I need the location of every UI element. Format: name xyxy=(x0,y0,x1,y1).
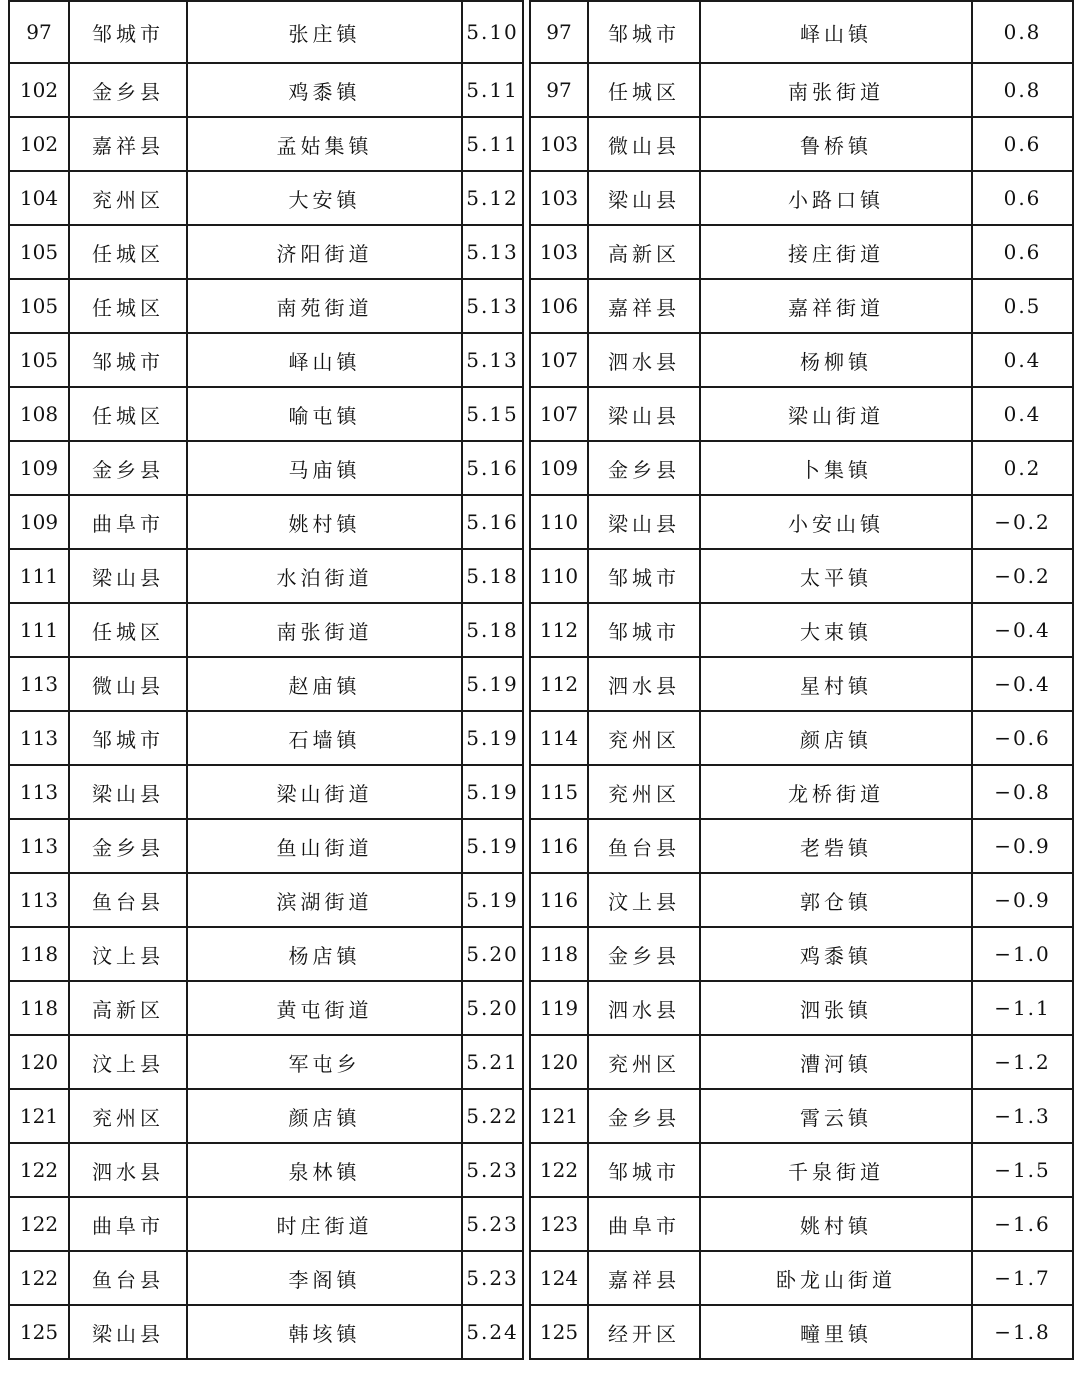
county-cell: 任城区 xyxy=(69,603,187,657)
value-cell: 5.13 xyxy=(462,333,523,387)
rank-cell: 120 xyxy=(9,1035,69,1089)
value-cell: −1.5 xyxy=(972,1143,1073,1197)
table-row xyxy=(530,1197,1073,1251)
value-cell: 5.15 xyxy=(462,387,523,441)
table-row xyxy=(9,279,523,333)
value-cell: 5.20 xyxy=(462,981,523,1035)
rank-cell: 125 xyxy=(9,1305,69,1359)
table-row xyxy=(530,603,1073,657)
town-cell: 鲁桥镇 xyxy=(700,117,972,171)
rank-cell: 119 xyxy=(530,981,588,1035)
value-cell: 5.23 xyxy=(462,1143,523,1197)
county-cell: 梁山县 xyxy=(69,1305,187,1359)
rank-cell: 102 xyxy=(9,117,69,171)
town-cell: 南苑街道 xyxy=(187,279,462,333)
rank-cell: 121 xyxy=(9,1089,69,1143)
table-row xyxy=(9,549,523,603)
county-cell: 汶上县 xyxy=(69,1035,187,1089)
town-cell: 滨湖街道 xyxy=(187,873,462,927)
town-cell: 鱼山街道 xyxy=(187,819,462,873)
value-cell: 5.12 xyxy=(462,171,523,225)
town-cell: 马庙镇 xyxy=(187,441,462,495)
town-cell: 梁山街道 xyxy=(187,765,462,819)
value-cell: −0.9 xyxy=(972,819,1073,873)
town-cell: 接庄街道 xyxy=(700,225,972,279)
county-cell: 金乡县 xyxy=(588,927,700,981)
table-row xyxy=(530,1251,1073,1305)
rank-cell: 118 xyxy=(9,927,69,981)
value-cell: 5.19 xyxy=(462,765,523,819)
value-cell: 5.19 xyxy=(462,873,523,927)
county-cell: 嘉祥县 xyxy=(588,279,700,333)
county-cell: 经开区 xyxy=(588,1305,700,1359)
town-cell: 军屯乡 xyxy=(187,1035,462,1089)
rank-cell: 114 xyxy=(530,711,588,765)
right-ranking-table xyxy=(529,0,1074,1360)
value-cell: 5.22 xyxy=(462,1089,523,1143)
town-cell: 小安山镇 xyxy=(700,495,972,549)
rank-cell: 104 xyxy=(9,171,69,225)
town-cell: 喻屯镇 xyxy=(187,387,462,441)
rank-cell: 122 xyxy=(9,1197,69,1251)
rank-cell: 115 xyxy=(530,765,588,819)
town-cell: 泉林镇 xyxy=(187,1143,462,1197)
table-row xyxy=(9,225,523,279)
table-row xyxy=(9,387,523,441)
county-cell: 邹城市 xyxy=(69,711,187,765)
county-cell: 鱼台县 xyxy=(69,1251,187,1305)
rank-cell: 113 xyxy=(9,765,69,819)
rank-cell: 97 xyxy=(9,1,69,63)
county-cell: 兖州区 xyxy=(588,1035,700,1089)
rank-cell: 106 xyxy=(530,279,588,333)
value-cell: 0.5 xyxy=(972,279,1073,333)
town-cell: 济阳街道 xyxy=(187,225,462,279)
table-row xyxy=(530,1305,1073,1359)
table-row xyxy=(9,981,523,1035)
county-cell: 邹城市 xyxy=(588,1,700,63)
table-row xyxy=(9,1305,523,1359)
value-cell: 5.16 xyxy=(462,441,523,495)
rank-cell: 118 xyxy=(530,927,588,981)
value-cell: 5.16 xyxy=(462,495,523,549)
table-row xyxy=(9,819,523,873)
rank-cell: 112 xyxy=(530,603,588,657)
rank-cell: 118 xyxy=(9,981,69,1035)
town-cell: 水泊街道 xyxy=(187,549,462,603)
county-cell: 任城区 xyxy=(69,225,187,279)
town-cell: 小路口镇 xyxy=(700,171,972,225)
value-cell: −1.8 xyxy=(972,1305,1073,1359)
value-cell: −0.2 xyxy=(972,495,1073,549)
value-cell: 5.24 xyxy=(462,1305,523,1359)
left-ranking-table xyxy=(8,0,524,1360)
value-cell: −1.6 xyxy=(972,1197,1073,1251)
town-cell: 石墙镇 xyxy=(187,711,462,765)
town-cell: 黄屯街道 xyxy=(187,981,462,1035)
town-cell: 老砦镇 xyxy=(700,819,972,873)
town-cell: 疃里镇 xyxy=(700,1305,972,1359)
town-cell: 颜店镇 xyxy=(700,711,972,765)
rank-cell: 116 xyxy=(530,819,588,873)
county-cell: 曲阜市 xyxy=(69,495,187,549)
town-cell: 颜店镇 xyxy=(187,1089,462,1143)
value-cell: −1.0 xyxy=(972,927,1073,981)
table-row xyxy=(9,657,523,711)
county-cell: 任城区 xyxy=(69,387,187,441)
value-cell: −0.2 xyxy=(972,549,1073,603)
county-cell: 鱼台县 xyxy=(69,873,187,927)
town-cell: 郭仓镇 xyxy=(700,873,972,927)
rank-cell: 107 xyxy=(530,387,588,441)
rank-cell: 122 xyxy=(530,1143,588,1197)
town-cell: 鸡黍镇 xyxy=(700,927,972,981)
town-cell: 时庄街道 xyxy=(187,1197,462,1251)
rank-cell: 122 xyxy=(9,1143,69,1197)
town-cell: 漕河镇 xyxy=(700,1035,972,1089)
town-cell: 卜集镇 xyxy=(700,441,972,495)
county-cell: 曲阜市 xyxy=(69,1197,187,1251)
table-row xyxy=(530,333,1073,387)
county-cell: 兖州区 xyxy=(69,171,187,225)
town-cell: 张庄镇 xyxy=(187,1,462,63)
county-cell: 邹城市 xyxy=(588,603,700,657)
county-cell: 梁山县 xyxy=(588,387,700,441)
table-row xyxy=(530,171,1073,225)
town-cell: 星村镇 xyxy=(700,657,972,711)
table-row xyxy=(9,603,523,657)
table-row xyxy=(530,657,1073,711)
value-cell: 5.23 xyxy=(462,1251,523,1305)
value-cell: 5.23 xyxy=(462,1197,523,1251)
town-cell: 南张街道 xyxy=(700,63,972,117)
rank-cell: 121 xyxy=(530,1089,588,1143)
town-cell: 赵庙镇 xyxy=(187,657,462,711)
rank-cell: 111 xyxy=(9,603,69,657)
table-row xyxy=(530,387,1073,441)
rank-cell: 109 xyxy=(530,441,588,495)
value-cell: 5.13 xyxy=(462,225,523,279)
value-cell: 5.11 xyxy=(462,63,523,117)
town-cell: 孟姑集镇 xyxy=(187,117,462,171)
rank-cell: 122 xyxy=(9,1251,69,1305)
county-cell: 梁山县 xyxy=(69,765,187,819)
rank-cell: 116 xyxy=(530,873,588,927)
table-row xyxy=(9,333,523,387)
rank-cell: 105 xyxy=(9,279,69,333)
rank-cell: 102 xyxy=(9,63,69,117)
table-row xyxy=(530,441,1073,495)
county-cell: 兖州区 xyxy=(69,1089,187,1143)
town-cell: 杨柳镇 xyxy=(700,333,972,387)
county-cell: 嘉祥县 xyxy=(69,117,187,171)
rank-cell: 125 xyxy=(530,1305,588,1359)
table-row xyxy=(9,1197,523,1251)
table-row xyxy=(9,441,523,495)
rank-cell: 120 xyxy=(530,1035,588,1089)
table-row xyxy=(530,1035,1073,1089)
rank-cell: 124 xyxy=(530,1251,588,1305)
table-row xyxy=(9,1035,523,1089)
ranking-tables xyxy=(8,0,1072,1391)
table-row xyxy=(530,981,1073,1035)
rank-cell: 113 xyxy=(9,711,69,765)
value-cell: −0.9 xyxy=(972,873,1073,927)
value-cell: 5.11 xyxy=(462,117,523,171)
rank-cell: 103 xyxy=(530,225,588,279)
town-cell: 杨店镇 xyxy=(187,927,462,981)
value-cell: 0.8 xyxy=(972,1,1073,63)
county-cell: 邹城市 xyxy=(588,1143,700,1197)
value-cell: 0.8 xyxy=(972,63,1073,117)
value-cell: −0.8 xyxy=(972,765,1073,819)
county-cell: 兖州区 xyxy=(588,765,700,819)
town-cell: 鸡黍镇 xyxy=(187,63,462,117)
table-row xyxy=(530,549,1073,603)
value-cell: 5.19 xyxy=(462,711,523,765)
county-cell: 金乡县 xyxy=(69,819,187,873)
value-cell: 5.18 xyxy=(462,603,523,657)
value-cell: −0.4 xyxy=(972,603,1073,657)
town-cell: 峄山镇 xyxy=(700,1,972,63)
town-cell: 姚村镇 xyxy=(700,1197,972,1251)
table-row xyxy=(9,171,523,225)
county-cell: 泗水县 xyxy=(588,657,700,711)
rank-cell: 110 xyxy=(530,549,588,603)
rank-cell: 105 xyxy=(9,333,69,387)
value-cell: 5.18 xyxy=(462,549,523,603)
table-row xyxy=(9,1089,523,1143)
county-cell: 泗水县 xyxy=(588,333,700,387)
town-cell: 千泉街道 xyxy=(700,1143,972,1197)
table-row xyxy=(530,117,1073,171)
table-row xyxy=(530,1143,1073,1197)
county-cell: 邹城市 xyxy=(69,333,187,387)
value-cell: 0.6 xyxy=(972,171,1073,225)
table-row xyxy=(530,63,1073,117)
table-row xyxy=(9,1143,523,1197)
rank-cell: 109 xyxy=(9,495,69,549)
town-cell: 龙桥街道 xyxy=(700,765,972,819)
rank-cell: 105 xyxy=(9,225,69,279)
value-cell: 0.2 xyxy=(972,441,1073,495)
county-cell: 嘉祥县 xyxy=(588,1251,700,1305)
value-cell: 5.20 xyxy=(462,927,523,981)
table-row xyxy=(9,711,523,765)
table-row xyxy=(530,225,1073,279)
rank-cell: 113 xyxy=(9,657,69,711)
county-cell: 梁山县 xyxy=(69,549,187,603)
county-cell: 金乡县 xyxy=(69,441,187,495)
county-cell: 金乡县 xyxy=(69,63,187,117)
town-cell: 大安镇 xyxy=(187,171,462,225)
rank-cell: 103 xyxy=(530,117,588,171)
value-cell: 0.4 xyxy=(972,387,1073,441)
rank-cell: 113 xyxy=(9,819,69,873)
value-cell: −1.2 xyxy=(972,1035,1073,1089)
table-row xyxy=(9,873,523,927)
table-row xyxy=(9,765,523,819)
town-cell: 大束镇 xyxy=(700,603,972,657)
county-cell: 微山县 xyxy=(588,117,700,171)
value-cell: 0.6 xyxy=(972,117,1073,171)
rank-cell: 111 xyxy=(9,549,69,603)
town-cell: 梁山街道 xyxy=(700,387,972,441)
county-cell: 泗水县 xyxy=(69,1143,187,1197)
value-cell: 5.19 xyxy=(462,657,523,711)
value-cell: −1.3 xyxy=(972,1089,1073,1143)
town-cell: 韩垓镇 xyxy=(187,1305,462,1359)
town-cell: 霄云镇 xyxy=(700,1089,972,1143)
table-row xyxy=(530,873,1073,927)
table-row xyxy=(530,819,1073,873)
table-row xyxy=(530,279,1073,333)
county-cell: 高新区 xyxy=(588,225,700,279)
county-cell: 邹城市 xyxy=(69,1,187,63)
county-cell: 金乡县 xyxy=(588,441,700,495)
value-cell: −1.1 xyxy=(972,981,1073,1035)
county-cell: 金乡县 xyxy=(588,1089,700,1143)
county-cell: 兖州区 xyxy=(588,711,700,765)
table-row xyxy=(9,1,523,63)
county-cell: 鱼台县 xyxy=(588,819,700,873)
table-row xyxy=(530,927,1073,981)
rank-cell: 97 xyxy=(530,1,588,63)
town-cell: 嘉祥街道 xyxy=(700,279,972,333)
town-cell: 泗张镇 xyxy=(700,981,972,1035)
value-cell: −1.7 xyxy=(972,1251,1073,1305)
rank-cell: 97 xyxy=(530,63,588,117)
rank-cell: 113 xyxy=(9,873,69,927)
table-row xyxy=(9,927,523,981)
value-cell: 0.6 xyxy=(972,225,1073,279)
county-cell: 任城区 xyxy=(69,279,187,333)
town-cell: 南张街道 xyxy=(187,603,462,657)
table-row xyxy=(9,63,523,117)
value-cell: −0.6 xyxy=(972,711,1073,765)
town-cell: 峄山镇 xyxy=(187,333,462,387)
county-cell: 汶上县 xyxy=(588,873,700,927)
value-cell: 0.4 xyxy=(972,333,1073,387)
town-cell: 姚村镇 xyxy=(187,495,462,549)
county-cell: 微山县 xyxy=(69,657,187,711)
table-row xyxy=(9,495,523,549)
table-row xyxy=(530,1089,1073,1143)
rank-cell: 123 xyxy=(530,1197,588,1251)
rank-cell: 103 xyxy=(530,171,588,225)
county-cell: 任城区 xyxy=(588,63,700,117)
county-cell: 泗水县 xyxy=(588,981,700,1035)
county-cell: 邹城市 xyxy=(588,549,700,603)
value-cell: −0.4 xyxy=(972,657,1073,711)
county-cell: 高新区 xyxy=(69,981,187,1035)
table-row xyxy=(530,711,1073,765)
table-row xyxy=(530,495,1073,549)
county-cell: 曲阜市 xyxy=(588,1197,700,1251)
rank-cell: 109 xyxy=(9,441,69,495)
town-cell: 卧龙山街道 xyxy=(700,1251,972,1305)
rank-cell: 112 xyxy=(530,657,588,711)
county-cell: 汶上县 xyxy=(69,927,187,981)
rank-cell: 107 xyxy=(530,333,588,387)
table-row xyxy=(530,1,1073,63)
table-row xyxy=(9,1251,523,1305)
table-row xyxy=(9,117,523,171)
rank-cell: 108 xyxy=(9,387,69,441)
county-cell: 梁山县 xyxy=(588,495,700,549)
rank-cell: 110 xyxy=(530,495,588,549)
value-cell: 5.19 xyxy=(462,819,523,873)
value-cell: 5.13 xyxy=(462,279,523,333)
value-cell: 5.10 xyxy=(462,1,523,63)
town-cell: 太平镇 xyxy=(700,549,972,603)
town-cell: 李阁镇 xyxy=(187,1251,462,1305)
county-cell: 梁山县 xyxy=(588,171,700,225)
value-cell: 5.21 xyxy=(462,1035,523,1089)
table-row xyxy=(530,765,1073,819)
